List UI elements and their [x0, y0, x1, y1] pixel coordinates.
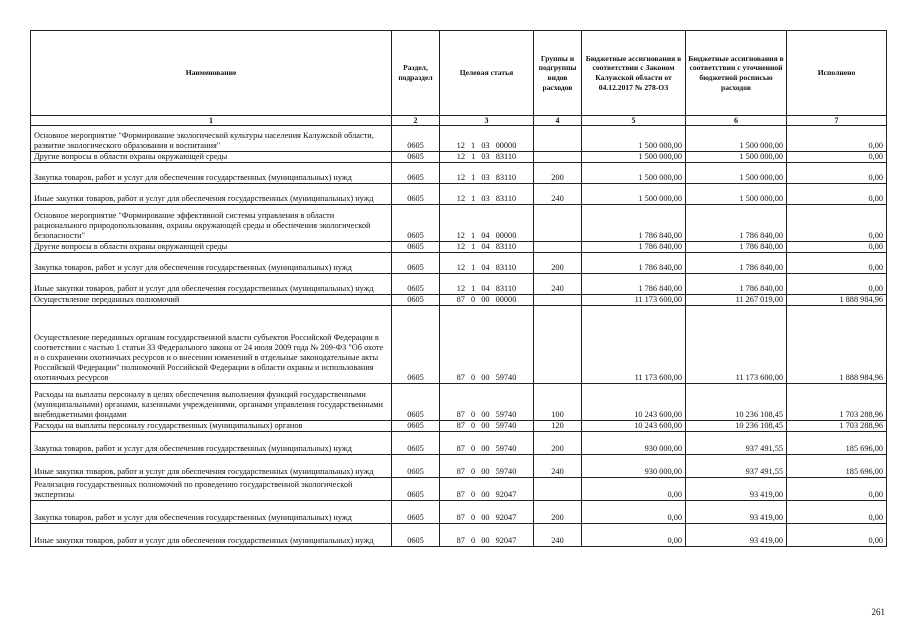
table-row	[31, 126, 887, 152]
table-row	[31, 478, 887, 501]
row-target: 12 1 03 00000	[440, 126, 534, 152]
row-law: 930 000,00	[582, 432, 686, 455]
row-target: 87 0 00 00000	[440, 295, 534, 306]
row-refined: 11 267 019,00	[686, 295, 787, 306]
row-group	[534, 205, 582, 242]
header-target: Целевая статья	[440, 31, 534, 116]
row-group: 240	[534, 274, 582, 295]
row-group: 240	[534, 455, 582, 478]
row-target: 12 1 04 83110	[440, 274, 534, 295]
row-refined: 1 500 000,00	[686, 126, 787, 152]
row-group: 100	[534, 384, 582, 421]
row-executed: 0,00	[787, 152, 887, 163]
row-target: 87 0 00 59740	[440, 421, 534, 432]
row-group	[534, 478, 582, 501]
row-name: Иные закупки товаров, работ и услуг для обеспечения государственных (муниципальных) нужд	[31, 274, 392, 295]
row-section: 0605	[392, 432, 440, 455]
row-law: 0,00	[582, 524, 686, 547]
row-target: 87 0 00 59740	[440, 306, 534, 384]
header-executed: Исполнено	[787, 31, 887, 116]
row-refined: 1 500 000,00	[686, 163, 787, 184]
row-section: 0605	[392, 306, 440, 384]
row-target: 12 1 03 83110	[440, 152, 534, 163]
row-refined: 1 786 840,00	[686, 253, 787, 274]
row-name: Реализация государственных полномочий по проведению государственной экологической экспертизы	[31, 478, 392, 501]
row-refined: 10 236 108,45	[686, 421, 787, 432]
row-law: 1 500 000,00	[582, 184, 686, 205]
budget-table	[30, 30, 887, 547]
row-section: 0605	[392, 205, 440, 242]
row-group: 240	[534, 524, 582, 547]
row-target: 87 0 00 92047	[440, 501, 534, 524]
budget-report-sheet	[30, 30, 886, 547]
row-refined: 937 491,55	[686, 455, 787, 478]
row-executed: 0,00	[787, 184, 887, 205]
row-group: 120	[534, 421, 582, 432]
row-refined: 1 500 000,00	[686, 152, 787, 163]
row-group: 200	[534, 432, 582, 455]
row-section: 0605	[392, 295, 440, 306]
row-law: 1 500 000,00	[582, 152, 686, 163]
row-name: Расходы на выплаты персоналу государственных (муниципальных) органов	[31, 421, 392, 432]
row-name: Осуществление переданных органам государственной власти субъектов Российской Федерации в соответствии с частью 1 статьи 33 Федерального закона от 24 июля 2009 года № 209-ФЗ "Об охоте и о сохранении охотничьих ресурсов и о внесении изменений в отдельные законодательные акты Российской Федерации" полномочий Российской Федерации в области охраны и использования охотничьих ресурсов	[31, 306, 392, 384]
column-number-row	[31, 116, 887, 126]
header-row	[31, 31, 887, 116]
row-law: 1 786 840,00	[582, 205, 686, 242]
row-target: 87 0 00 59740	[440, 432, 534, 455]
table-row	[31, 205, 887, 242]
row-target: 12 1 04 83110	[440, 253, 534, 274]
table-row	[31, 421, 887, 432]
column-number: 1	[31, 116, 392, 126]
row-section: 0605	[392, 455, 440, 478]
row-executed: 0,00	[787, 274, 887, 295]
row-refined: 1 500 000,00	[686, 184, 787, 205]
row-group	[534, 306, 582, 384]
table-row	[31, 242, 887, 253]
header-budget-law: Бюджетные ассигнования в соответствии с Законом Калужской области от 04.12.2017 № 278-ОЗ	[582, 31, 686, 116]
table-row	[31, 163, 887, 184]
row-refined: 11 173 600,00	[686, 306, 787, 384]
row-executed: 0,00	[787, 163, 887, 184]
table-row	[31, 455, 887, 478]
header-budget-refined: Бюджетные ассигнования в соответствии с уточненной бюджетной росписью расходов	[686, 31, 787, 116]
row-target: 12 1 03 83110	[440, 184, 534, 205]
column-number: 6	[686, 116, 787, 126]
table-row	[31, 524, 887, 547]
row-law: 10 243 600,00	[582, 421, 686, 432]
row-name: Закупка товаров, работ и услуг для обеспечения государственных (муниципальных) нужд	[31, 253, 392, 274]
row-group: 240	[534, 184, 582, 205]
row-refined: 93 419,00	[686, 501, 787, 524]
page-number: 261	[871, 607, 885, 617]
row-section: 0605	[392, 126, 440, 152]
table-row	[31, 184, 887, 205]
row-law: 10 243 600,00	[582, 384, 686, 421]
table-row	[31, 253, 887, 274]
row-law: 1 500 000,00	[582, 126, 686, 152]
row-executed: 1 703 288,96	[787, 384, 887, 421]
row-refined: 1 786 840,00	[686, 205, 787, 242]
row-refined: 1 786 840,00	[686, 274, 787, 295]
row-executed: 0,00	[787, 478, 887, 501]
row-executed: 0,00	[787, 524, 887, 547]
row-executed: 0,00	[787, 242, 887, 253]
row-target: 87 0 00 59740	[440, 384, 534, 421]
row-law: 0,00	[582, 501, 686, 524]
row-refined: 93 419,00	[686, 524, 787, 547]
row-group: 200	[534, 253, 582, 274]
table-row	[31, 501, 887, 524]
table-row	[31, 384, 887, 421]
row-name: Иные закупки товаров, работ и услуг для обеспечения государственных (муниципальных) нужд	[31, 524, 392, 547]
row-law: 11 173 600,00	[582, 306, 686, 384]
row-law: 1 500 000,00	[582, 163, 686, 184]
row-section: 0605	[392, 163, 440, 184]
row-name: Иные закупки товаров, работ и услуг для обеспечения государственных (муниципальных) нужд	[31, 184, 392, 205]
row-executed: 0,00	[787, 126, 887, 152]
row-executed: 185 696,00	[787, 432, 887, 455]
row-law: 11 173 600,00	[582, 295, 686, 306]
table-row	[31, 306, 887, 384]
header-groups: Группы и подгруппы видов расходов	[534, 31, 582, 116]
row-law: 1 786 840,00	[582, 242, 686, 253]
row-refined: 1 786 840,00	[686, 242, 787, 253]
row-group: 200	[534, 501, 582, 524]
row-group	[534, 295, 582, 306]
row-target: 12 1 03 83110	[440, 163, 534, 184]
row-name: Другие вопросы в области охраны окружающей среды	[31, 242, 392, 253]
column-number: 7	[787, 116, 887, 126]
row-executed: 1 703 288,96	[787, 421, 887, 432]
row-section: 0605	[392, 384, 440, 421]
header-section: Раздел, подраздел	[392, 31, 440, 116]
row-section: 0605	[392, 242, 440, 253]
row-section: 0605	[392, 274, 440, 295]
row-executed: 0,00	[787, 501, 887, 524]
row-section: 0605	[392, 184, 440, 205]
table-row	[31, 432, 887, 455]
row-executed: 1 888 984,96	[787, 295, 887, 306]
table-row	[31, 152, 887, 163]
row-section: 0605	[392, 501, 440, 524]
table-row	[31, 274, 887, 295]
row-law: 0,00	[582, 478, 686, 501]
row-name: Осуществление переданных полномочий	[31, 295, 392, 306]
row-section: 0605	[392, 253, 440, 274]
row-name: Основное мероприятие "Формирование экологической культуры населения Калужской области, развитие экологического образования и воспитания"	[31, 126, 392, 152]
row-target: 12 1 04 83110	[440, 242, 534, 253]
row-section: 0605	[392, 152, 440, 163]
row-group	[534, 242, 582, 253]
row-group	[534, 126, 582, 152]
row-section: 0605	[392, 421, 440, 432]
column-number: 5	[582, 116, 686, 126]
row-name: Другие вопросы в области охраны окружающей среды	[31, 152, 392, 163]
row-name: Основное мероприятие "Формирование эффективной системы управления в области рационального природопользования, охраны окружающей среды и обеспечения экологической безопасности"	[31, 205, 392, 242]
row-section: 0605	[392, 478, 440, 501]
row-section: 0605	[392, 524, 440, 547]
header-name: Наименование	[31, 31, 392, 116]
row-target: 87 0 00 92047	[440, 524, 534, 547]
row-law: 930 000,00	[582, 455, 686, 478]
column-number: 4	[534, 116, 582, 126]
row-executed: 0,00	[787, 205, 887, 242]
row-target: 87 0 00 59740	[440, 455, 534, 478]
row-target: 87 0 00 92047	[440, 478, 534, 501]
row-name: Расходы на выплаты персоналу в целях обеспечения выполнения функций государственными (муниципальными) органами, казенными учреждениями, органами управления государственными внебюджетными фондами	[31, 384, 392, 421]
row-target: 12 1 04 00000	[440, 205, 534, 242]
row-name: Закупка товаров, работ и услуг для обеспечения государственных (муниципальных) нужд	[31, 432, 392, 455]
column-number: 2	[392, 116, 440, 126]
row-refined: 10 236 108,45	[686, 384, 787, 421]
row-refined: 937 491,55	[686, 432, 787, 455]
row-name: Закупка товаров, работ и услуг для обеспечения государственных (муниципальных) нужд	[31, 501, 392, 524]
row-law: 1 786 840,00	[582, 274, 686, 295]
row-executed: 0,00	[787, 253, 887, 274]
table-row	[31, 295, 887, 306]
row-name: Закупка товаров, работ и услуг для обеспечения государственных (муниципальных) нужд	[31, 163, 392, 184]
row-executed: 185 696,00	[787, 455, 887, 478]
column-number: 3	[440, 116, 534, 126]
row-group: 200	[534, 163, 582, 184]
row-name: Иные закупки товаров, работ и услуг для обеспечения государственных (муниципальных) нужд	[31, 455, 392, 478]
row-executed: 1 888 984,96	[787, 306, 887, 384]
row-group	[534, 152, 582, 163]
row-law: 1 786 840,00	[582, 253, 686, 274]
row-refined: 93 419,00	[686, 478, 787, 501]
